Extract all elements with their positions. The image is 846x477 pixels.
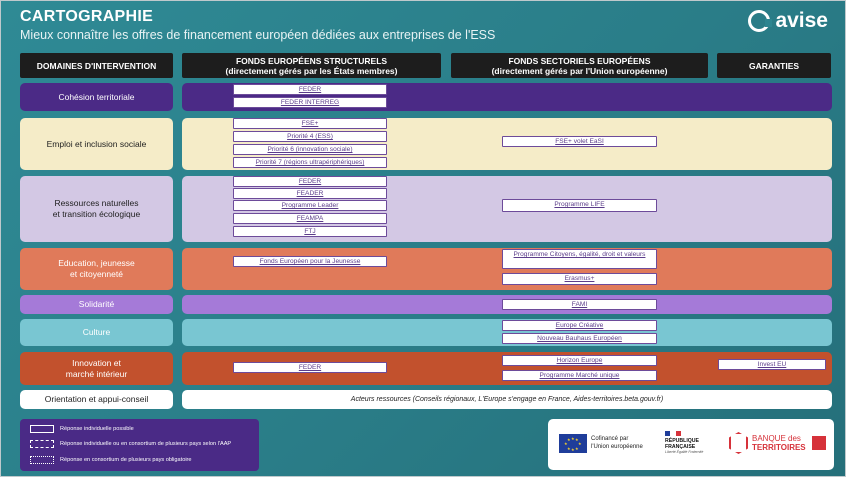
- domain-education-line2: et citoyenneté: [70, 269, 123, 279]
- domain-orientation-label: Orientation et appui-conseil: [44, 394, 149, 404]
- domain-solidarite: [20, 295, 173, 314]
- column-header-structural-title: FONDS EUROPÉENS STRUCTURELS: [235, 55, 388, 66]
- legend: [20, 419, 259, 471]
- fund-erasmus-plus[interactable]: Erasmus+: [502, 273, 657, 285]
- fund-feder-interreg[interactable]: FEDER INTERREG: [233, 97, 387, 108]
- domain-cohesion: [20, 83, 173, 111]
- legend-consortium: [30, 456, 192, 464]
- domain-innovation-label: [66, 358, 127, 380]
- column-header-structural: [182, 53, 441, 78]
- bdt-text: [752, 434, 806, 452]
- fund-feader[interactable]: FEADER: [233, 188, 387, 199]
- fund-fonds-europeen-jeunesse[interactable]: Fonds Européen pour la Jeunesse: [233, 256, 387, 267]
- caisse-des-depots-icon: [812, 436, 826, 450]
- republique-francaise-logo: [665, 431, 703, 454]
- fund-priorite-7[interactable]: Priorité 7 (régions ultrapériphériques): [233, 157, 387, 168]
- domain-ressources-line2: et transition écologique: [52, 209, 141, 219]
- domain-emploi-label: Emploi et inclusion sociale: [46, 138, 147, 149]
- domain-innovation: [20, 352, 173, 385]
- fund-feder-ressources[interactable]: FEDER: [233, 176, 387, 187]
- legend-individual: [30, 425, 134, 433]
- fund-feder-innovation[interactable]: FEDER: [233, 362, 387, 373]
- fund-fse-plus[interactable]: FSE+: [233, 118, 387, 129]
- eu-line2: l'Union européenne: [591, 444, 643, 450]
- legend-consortium-label: Réponse en consortium de plusieurs pays obligatoire: [60, 457, 192, 463]
- fund-programme-life[interactable]: Programme LIFE: [502, 199, 657, 212]
- banque-des-territoires-logo: [729, 432, 826, 454]
- avise-logo-text: avise: [775, 9, 828, 32]
- fund-invest-eu[interactable]: Invest EU: [718, 359, 826, 370]
- orientation-resources-text: Acteurs ressources (Conseils régionaux, L'Europe s'engage en France, Aides-territoires.beta.gouv.fr): [350, 396, 664, 403]
- domain-innovation-line2: marché intérieur: [65, 368, 128, 379]
- column-header-sectoral: [451, 53, 708, 78]
- fund-europe-creative[interactable]: Europe Créative: [502, 320, 657, 331]
- fund-citoyens-egalite[interactable]: Programme Citoyens, égalité, droit et valeurs: [502, 249, 657, 269]
- page-subtitle: Mieux connaître les offres de financement européen dédiées aux entreprises de l'ESS: [20, 28, 496, 42]
- row-orientation-resources: [182, 390, 832, 409]
- column-header-structural-sub: (directement gérés par les États membres): [225, 65, 398, 76]
- column-header-domains: [20, 53, 173, 78]
- domain-culture-label: Culture: [82, 327, 111, 337]
- domain-orientation: [20, 390, 173, 409]
- domain-education-label: [58, 258, 135, 280]
- fund-feder[interactable]: FEDER: [233, 84, 387, 95]
- hexagon-icon: [729, 432, 748, 454]
- rf-line1: RÉPUBLIQUE: [665, 438, 700, 444]
- domain-ressources-label: [53, 198, 140, 220]
- rf-line2: FRANÇAISE: [665, 444, 696, 450]
- domain-culture: [20, 319, 173, 346]
- fund-programme-leader[interactable]: Programme Leader: [233, 200, 387, 211]
- eu-cofinance-text: [591, 435, 643, 451]
- fund-marche-unique[interactable]: Programme Marché unique: [502, 370, 657, 381]
- domain-education-line1: Education, jeunesse: [58, 258, 135, 268]
- domain-education: [20, 248, 173, 290]
- legend-individual-or-consortium-label: Réponse individuelle ou en consortium de plusieurs pays selon l'AAP: [60, 441, 232, 447]
- domain-solidarite-label: Solidarité: [78, 299, 115, 309]
- fund-fami[interactable]: FAMI: [502, 299, 657, 310]
- rf-motto: Liberté Égalité Fraternité: [665, 450, 704, 454]
- column-header-sectoral-title: FONDS SECTORIELS EUROPÉENS: [508, 55, 651, 66]
- domain-cohesion-label: Cohésion territoriale: [58, 91, 135, 102]
- column-header-guarantees-label: GARANTIES: [748, 60, 800, 71]
- fund-nouveau-bauhaus[interactable]: Nouveau Bauhaus Européen: [502, 333, 657, 344]
- page-title: CARTOGRAPHIE: [20, 8, 154, 25]
- french-flag-icon: [665, 431, 681, 436]
- domain-ressources-line1: Ressources naturelles: [54, 198, 139, 208]
- domain-innovation-line1: Innovation et: [72, 357, 121, 368]
- legend-dotted-box: [30, 456, 54, 464]
- column-header-sectoral-sub: (directement gérés par l'Union européenne): [491, 65, 668, 76]
- domain-ressources: [20, 176, 173, 242]
- legend-dashed-box: [30, 440, 54, 448]
- eu-line1: Cofinancé par: [591, 436, 629, 442]
- legend-individual-or-consortium: [30, 440, 231, 448]
- fund-fse-easi[interactable]: FSE+ volet EaSI: [502, 136, 657, 147]
- fund-priorite-4[interactable]: Priorité 4 (ESS): [233, 131, 387, 142]
- fund-ftj[interactable]: FTJ: [233, 226, 387, 237]
- avise-logo[interactable]: [748, 9, 828, 33]
- avise-logo-icon: [748, 10, 770, 32]
- bdt-line1: BANQUE des: [752, 434, 801, 443]
- fund-priorite-6[interactable]: Priorité 6 (innovation sociale): [233, 144, 387, 155]
- column-header-guarantees: [717, 53, 831, 78]
- column-header-domains-label: DOMAINES D'INTERVENTION: [36, 60, 157, 71]
- eu-flag-icon: ★ ★ ★ ★ ★ ★ ★ ★: [559, 434, 587, 453]
- legend-individual-label: Réponse individuelle possible: [60, 426, 134, 432]
- legend-solid-box: [30, 425, 54, 433]
- fund-feampa[interactable]: FEAMPA: [233, 213, 387, 224]
- domain-emploi: [20, 118, 173, 170]
- partners-logos: [548, 419, 834, 470]
- fund-horizon-europe[interactable]: Horizon Europe: [502, 355, 657, 366]
- bdt-line2: TERRITOIRES: [752, 443, 806, 452]
